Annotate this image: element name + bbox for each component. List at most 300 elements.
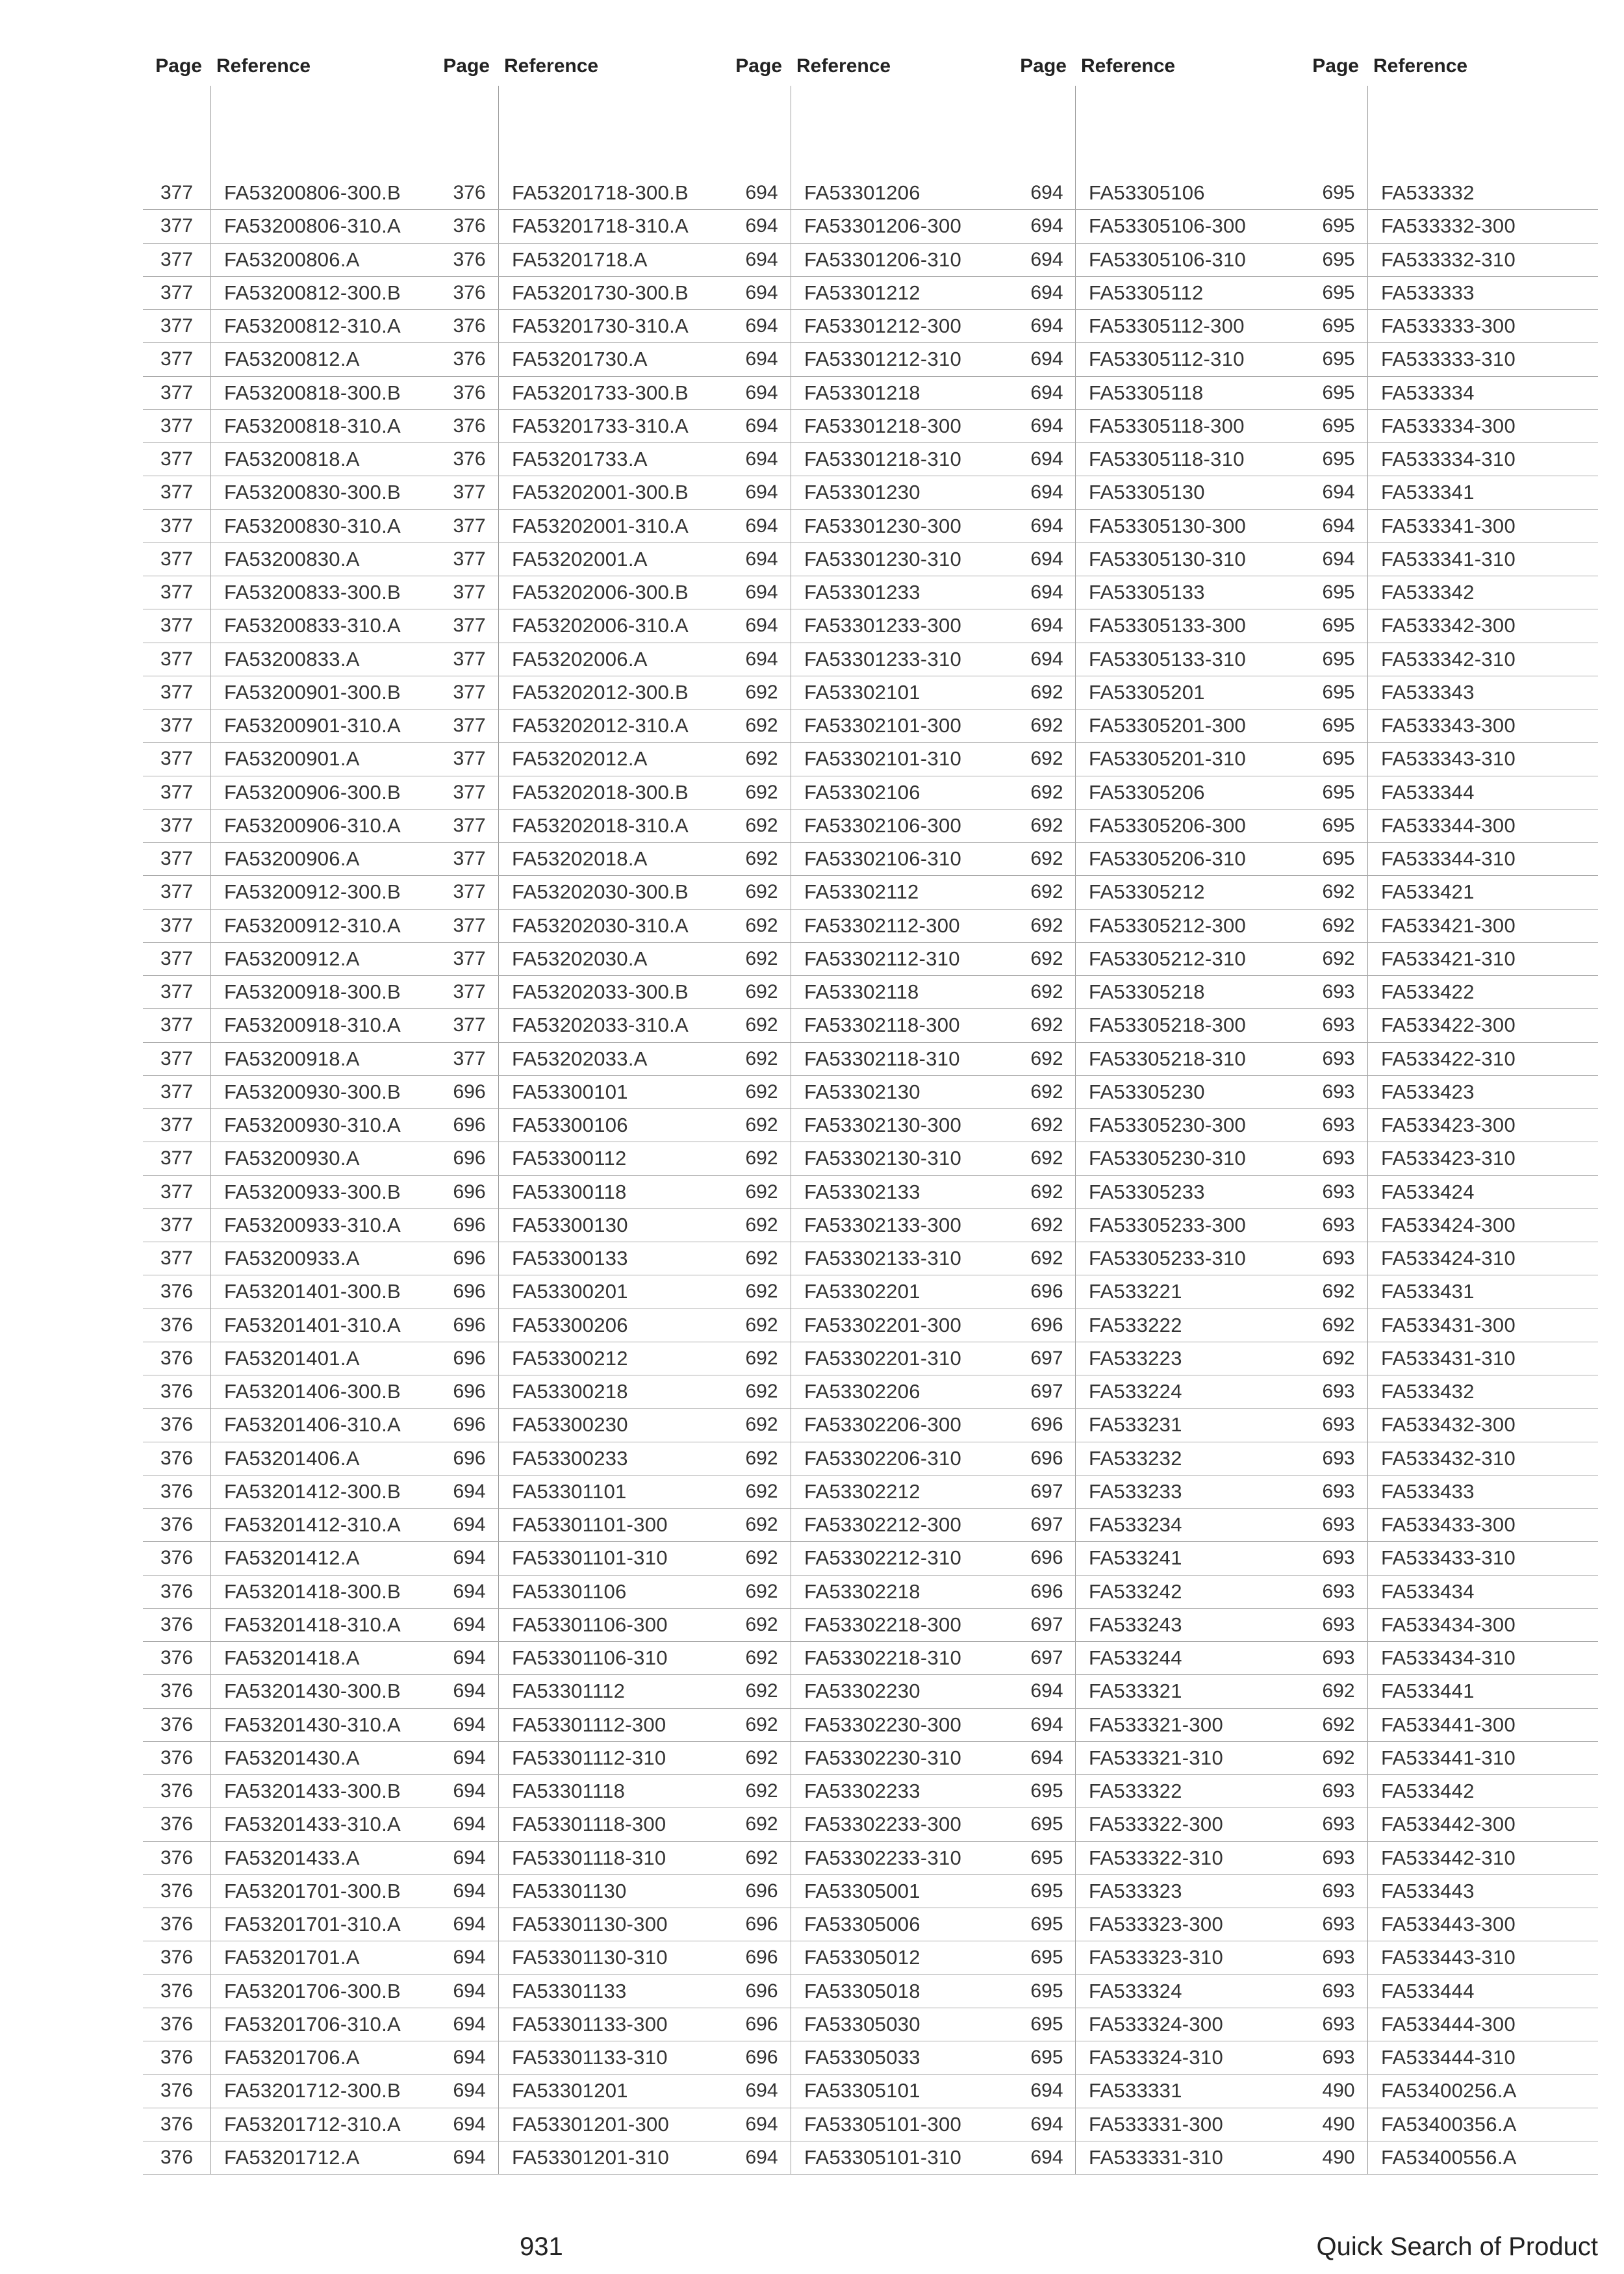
reference-cell: FA53200806-300.B xyxy=(224,181,401,205)
page-cell: 693 xyxy=(1310,1043,1368,1075)
table-row xyxy=(143,643,1598,676)
page-cell: 692 xyxy=(1019,1176,1076,1208)
table-row xyxy=(143,476,1598,509)
page-cell: 692 xyxy=(733,876,791,908)
page-cell: 695 xyxy=(1310,244,1368,276)
reference-cell: FA53200930-310.A xyxy=(224,1114,401,1137)
reference-cell: FA53305112-300 xyxy=(1089,314,1245,338)
page-cell: 693 xyxy=(1310,1109,1368,1142)
page-cell: 377 xyxy=(440,910,499,942)
page-cell: 694 xyxy=(733,277,791,309)
page-cell: 377 xyxy=(143,1209,211,1242)
reference-cell: FA533332-300 xyxy=(1381,214,1516,238)
page-cell: 692 xyxy=(733,776,791,809)
reference-cell: FA533434 xyxy=(1381,1579,1475,1603)
reference-cell: FA53201433-310.A xyxy=(224,1813,401,1836)
page-cell: 692 xyxy=(1019,1076,1076,1108)
table-row xyxy=(143,2075,1598,2108)
page-cell: 692 xyxy=(1019,1142,1076,1175)
reference-cell: FA53200930-300.B xyxy=(224,1080,401,1103)
reference-cell: FA533431-300 xyxy=(1381,1313,1516,1336)
reference-cell: FA533332-310 xyxy=(1381,248,1516,271)
reference-cell: FA533423 xyxy=(1381,1080,1475,1103)
reference-cell: FA53200812.A xyxy=(224,348,360,371)
page-cell: 377 xyxy=(143,976,211,1008)
page-cell: 694 xyxy=(733,2108,791,2141)
reference-cell: FA53305133 xyxy=(1089,581,1205,604)
page-cell: 693 xyxy=(1310,2041,1368,2074)
reference-cell: FA53200918-310.A xyxy=(224,1014,401,1037)
page-cell: 692 xyxy=(1019,1209,1076,1242)
page-cell: 692 xyxy=(733,709,791,742)
page-cell: 376 xyxy=(143,1476,211,1508)
page-cell: 376 xyxy=(143,1709,211,1741)
page-cell: 377 xyxy=(440,943,499,975)
reference-cell: FA53301118-310 xyxy=(512,1846,666,1869)
reference-cell: FA53400556.A xyxy=(1381,2145,1517,2169)
reference-cell: FA53302233 xyxy=(804,1780,920,1803)
page-cell: 377 xyxy=(143,1242,211,1275)
page-cell: 377 xyxy=(143,210,211,242)
table-row xyxy=(143,1375,1598,1409)
reference-cell: FA53302218-310 xyxy=(804,1646,962,1670)
page-cell: 694 xyxy=(440,1875,499,1908)
page-cell: 695 xyxy=(1310,377,1368,409)
page-cell: 695 xyxy=(1019,1808,1076,1841)
table-row xyxy=(143,377,1598,410)
page-cell: 377 xyxy=(143,177,211,209)
page-cell: 376 xyxy=(440,244,499,276)
reference-cell: FA53305012 xyxy=(804,1946,920,1969)
reference-cell: FA53201430-310.A xyxy=(224,1713,401,1736)
page-cell: 692 xyxy=(1019,843,1076,875)
reference-cell: FA53301133 xyxy=(512,1979,627,2002)
reference-cell: FA533423-310 xyxy=(1381,1147,1516,1170)
page-cell: 694 xyxy=(1019,443,1076,476)
page-cell: 692 xyxy=(733,1375,791,1408)
page-cell: 692 xyxy=(733,1142,791,1175)
page-cell: 376 xyxy=(440,310,499,342)
reference-cell: FA533444-310 xyxy=(1381,2046,1516,2069)
page-cell: 697 xyxy=(1019,1642,1076,1674)
page-cell: 693 xyxy=(1310,1509,1368,1541)
page-cell: 377 xyxy=(143,510,211,543)
table-row xyxy=(143,1941,1598,1974)
page-cell: 694 xyxy=(1019,277,1076,309)
page-cell: 693 xyxy=(1310,2008,1368,2041)
table-row xyxy=(143,210,1598,243)
reference-cell: FA53200912.A xyxy=(224,947,360,970)
page-cell: 693 xyxy=(1310,1975,1368,2008)
reference-cell: FA53202033-310.A xyxy=(512,1014,689,1037)
reference-cell: FA53302133-310 xyxy=(804,1247,962,1270)
reference-cell: FA53302133-300 xyxy=(804,1213,962,1236)
reference-cell: FA53305112 xyxy=(1089,281,1204,304)
page-cell: 693 xyxy=(1310,1808,1368,1841)
reference-cell: FA533344-300 xyxy=(1381,813,1516,837)
reference-cell: FA53301206 xyxy=(804,181,920,205)
table-row xyxy=(143,1842,1598,1875)
reference-cell: FA53200818.A xyxy=(224,448,360,471)
reference-cell: FA53305101-310 xyxy=(804,2145,962,2169)
page-cell: 692 xyxy=(1019,676,1076,709)
page-cell: 696 xyxy=(1019,1442,1076,1475)
page-cell: 695 xyxy=(1310,310,1368,342)
page-cell: 377 xyxy=(143,1142,211,1175)
reference-cell: FA53305233 xyxy=(1089,1180,1205,1203)
page-cell: 696 xyxy=(1019,1275,1076,1308)
page-cell: 694 xyxy=(440,1675,499,1707)
reference-cell: FA53200901-310.A xyxy=(224,714,401,737)
page-cell: 693 xyxy=(1310,1908,1368,1941)
page-cell: 694 xyxy=(440,2108,499,2141)
page-cell: 694 xyxy=(440,2008,499,2041)
page-cell: 377 xyxy=(440,810,499,842)
page-cell: 692 xyxy=(733,1409,791,1441)
page-cell: 692 xyxy=(733,843,791,875)
table-row xyxy=(143,277,1598,310)
reference-cell: FA53202001-310.A xyxy=(512,514,689,537)
page-cell: 695 xyxy=(1310,743,1368,775)
reference-cell: FA53305030 xyxy=(804,2012,920,2036)
page-cell: 490 xyxy=(1310,2075,1368,2107)
reference-cell: FA53301206-300 xyxy=(804,214,962,238)
reference-cell: FA53305218-300 xyxy=(1089,1014,1247,1037)
reference-cell: FA53302230 xyxy=(804,1680,920,1703)
reference-cell: FA53300201 xyxy=(512,1280,628,1303)
reference-cell: FA53305201-300 xyxy=(1089,714,1247,737)
col-header-reference: Reference xyxy=(1373,55,1468,77)
page-cell: 696 xyxy=(733,1875,791,1908)
page-cell: 377 xyxy=(143,277,211,309)
page-cell: 694 xyxy=(1019,210,1076,242)
page-cell: 377 xyxy=(143,443,211,476)
page-cell: 695 xyxy=(1019,1842,1076,1874)
reference-cell: FA53302133 xyxy=(804,1180,920,1203)
reference-cell: FA53200918-300.B xyxy=(224,980,401,1004)
reference-cell: FA533332 xyxy=(1381,181,1475,205)
reference-cell: FA53301230 xyxy=(804,481,920,504)
reference-cell: FA533231 xyxy=(1089,1413,1182,1437)
reference-cell: FA53305206-310 xyxy=(1089,847,1247,871)
page-cell: 376 xyxy=(440,343,499,376)
page-cell: 692 xyxy=(1019,1009,1076,1041)
page-cell: 377 xyxy=(143,843,211,875)
page-cell: 694 xyxy=(440,1842,499,1874)
page-cell: 694 xyxy=(733,310,791,342)
page-cell: 376 xyxy=(143,1576,211,1608)
page-cell: 694 xyxy=(440,1542,499,1574)
reference-cell: FA53201430-300.B xyxy=(224,1680,401,1703)
table-row xyxy=(143,1043,1598,1076)
reference-cell: FA53301212-300 xyxy=(804,314,962,338)
page-cell: 694 xyxy=(1019,343,1076,376)
reference-cell: FA53300101 xyxy=(512,1080,628,1103)
page-cell: 376 xyxy=(440,377,499,409)
table-row xyxy=(143,2108,1598,2141)
reference-cell: FA533223 xyxy=(1089,1346,1182,1370)
page-cell: 376 xyxy=(143,1742,211,1774)
table-row xyxy=(143,1675,1598,1708)
reference-cell: FA53302233-310 xyxy=(804,1846,962,1869)
reference-cell: FA53305201-310 xyxy=(1089,747,1247,771)
reference-cell: FA533422-310 xyxy=(1381,1047,1516,1070)
reference-cell: FA53302206 xyxy=(804,1380,920,1403)
page-cell: 694 xyxy=(733,410,791,442)
page-cell: 692 xyxy=(1019,743,1076,775)
reference-cell: FA533333 xyxy=(1381,281,1475,304)
reference-cell: FA53201430.A xyxy=(224,1746,360,1769)
reference-cell: FA533232 xyxy=(1089,1446,1182,1470)
reference-cell: FA53201701-310.A xyxy=(224,1913,401,1936)
reference-cell: FA53202006-310.A xyxy=(512,614,689,637)
page-cell: 696 xyxy=(440,1209,499,1242)
page-cell: 694 xyxy=(1019,1709,1076,1741)
page-cell: 694 xyxy=(733,609,791,642)
reference-cell: FA53202033.A xyxy=(512,1047,648,1070)
reference-cell: FA53202018-310.A xyxy=(512,813,689,837)
reference-cell: FA53301218-300 xyxy=(804,414,962,437)
page-cell: 692 xyxy=(733,1842,791,1874)
page-cell: 377 xyxy=(440,876,499,908)
reference-cell: FA533341 xyxy=(1381,481,1475,504)
reference-cell: FA533433-300 xyxy=(1381,1513,1516,1537)
reference-cell: FA53305230 xyxy=(1089,1080,1205,1103)
reference-cell: FA533424 xyxy=(1381,1180,1475,1203)
reference-cell: FA533324-300 xyxy=(1089,2012,1223,2036)
col-header-page: Page xyxy=(735,55,782,77)
page-cell: 694 xyxy=(733,2075,791,2107)
page-cell: 697 xyxy=(1019,1609,1076,1641)
page-cell: 692 xyxy=(1019,1043,1076,1075)
table-row xyxy=(143,1509,1598,1542)
page-cell: 694 xyxy=(440,1609,499,1641)
reference-cell: FA53305218-310 xyxy=(1089,1047,1247,1070)
page-cell: 376 xyxy=(143,1975,211,2008)
page-cell: 693 xyxy=(1310,1842,1368,1874)
page-cell: 696 xyxy=(733,1941,791,1974)
reference-cell: FA53305206 xyxy=(1089,780,1205,804)
page-cell: 695 xyxy=(1310,277,1368,309)
reference-cell: FA533433 xyxy=(1381,1479,1475,1503)
page-cell: 377 xyxy=(143,1176,211,1208)
page-cell: 694 xyxy=(1019,476,1076,509)
reference-cell: FA53200906-310.A xyxy=(224,813,401,837)
reference-cell: FA53301133-310 xyxy=(512,2046,668,2069)
page-cell: 377 xyxy=(143,1043,211,1075)
table-header xyxy=(143,47,1598,86)
table-row xyxy=(143,1542,1598,1575)
page-cell: 692 xyxy=(733,743,791,775)
reference-cell: FA53305201 xyxy=(1089,680,1205,704)
page-cell: 694 xyxy=(440,1742,499,1774)
page-cell: 694 xyxy=(733,510,791,543)
table-row xyxy=(143,1142,1598,1175)
reference-cell: FA53201406-300.B xyxy=(224,1380,401,1403)
table-row xyxy=(143,543,1598,576)
page-cell: 695 xyxy=(1310,776,1368,809)
reference-cell: FA53301230-310 xyxy=(804,547,962,570)
reference-cell: FA53305206-300 xyxy=(1089,813,1247,837)
page-cell: 377 xyxy=(143,810,211,842)
page-cell: 695 xyxy=(1310,676,1368,709)
reference-cell: FA53202001.A xyxy=(512,547,648,570)
reference-cell: FA53200901-300.B xyxy=(224,680,401,704)
reference-cell: FA53300218 xyxy=(512,1380,628,1403)
reference-cell: FA533423-300 xyxy=(1381,1114,1516,1137)
table-row xyxy=(143,410,1598,443)
reference-cell: FA533333-310 xyxy=(1381,348,1516,371)
reference-cell: FA53200933.A xyxy=(224,1247,360,1270)
reference-cell: FA53302201 xyxy=(804,1280,920,1303)
table-row xyxy=(143,1642,1598,1675)
table-row xyxy=(143,1975,1598,2008)
reference-cell: FA53305101 xyxy=(804,2079,920,2102)
reference-cell: FA53305118 xyxy=(1089,381,1204,404)
col-header-page: Page xyxy=(1312,55,1359,77)
page-cell: 376 xyxy=(143,1409,211,1441)
page-cell: 693 xyxy=(1310,976,1368,1008)
page-cell: 692 xyxy=(733,1742,791,1774)
reference-cell: FA53302101-300 xyxy=(804,714,962,737)
reference-cell: FA53305101-300 xyxy=(804,2112,962,2136)
reference-cell: FA53200918.A xyxy=(224,1047,360,1070)
page-cell: 694 xyxy=(733,443,791,476)
page-cell: 695 xyxy=(1310,343,1368,376)
reference-cell: FA53302101 xyxy=(804,680,920,704)
page-cell: 376 xyxy=(143,1375,211,1408)
reference-cell: FA53201412.A xyxy=(224,1546,360,1570)
reference-cell: FA53200933-310.A xyxy=(224,1213,401,1236)
page-cell: 694 xyxy=(1019,2108,1076,2141)
page-cell: 692 xyxy=(1310,876,1368,908)
page-cell: 692 xyxy=(1019,1109,1076,1142)
reference-cell: FA53302112-300 xyxy=(804,913,960,937)
page-cell: 696 xyxy=(440,1409,499,1441)
reference-cell: FA53201701.A xyxy=(224,1946,360,1969)
reference-cell: FA53300112 xyxy=(512,1147,627,1170)
reference-cell: FA533321-310 xyxy=(1089,1746,1223,1769)
reference-cell: FA53302118-300 xyxy=(804,1014,960,1037)
page-cell: 692 xyxy=(733,1176,791,1208)
page-cell: 693 xyxy=(1310,1209,1368,1242)
reference-cell: FA53302106-310 xyxy=(804,847,962,871)
table-row xyxy=(143,976,1598,1009)
page-cell: 694 xyxy=(733,177,791,209)
reference-cell: FA53201433.A xyxy=(224,1846,360,1869)
reference-cell: FA53200933-300.B xyxy=(224,1180,401,1203)
page-cell: 694 xyxy=(733,210,791,242)
page-cell: 694 xyxy=(440,1808,499,1841)
reference-cell: FA53201418.A xyxy=(224,1646,360,1670)
reference-cell: FA53302218-300 xyxy=(804,1613,962,1636)
page-cell: 376 xyxy=(143,1342,211,1375)
reference-cell: FA53202030-310.A xyxy=(512,913,689,937)
page-number: 931 xyxy=(520,2232,563,2261)
page-cell: 377 xyxy=(440,976,499,1008)
page-cell: 692 xyxy=(733,1309,791,1342)
page-cell: 692 xyxy=(733,943,791,975)
table-row xyxy=(143,310,1598,343)
page-cell: 696 xyxy=(733,2041,791,2074)
page-cell: 694 xyxy=(1310,476,1368,509)
page-cell: 376 xyxy=(440,210,499,242)
reference-cell: FA53305118-300 xyxy=(1089,414,1245,437)
page-cell: 693 xyxy=(1310,1176,1368,1208)
page-cell: 694 xyxy=(1019,543,1076,576)
reference-cell: FA533221 xyxy=(1089,1280,1182,1303)
page-cell: 692 xyxy=(733,1476,791,1508)
page-cell: 694 xyxy=(1019,576,1076,609)
reference-cell: FA533434-310 xyxy=(1381,1646,1516,1670)
reference-cell: FA533334 xyxy=(1381,381,1475,404)
page-cell: 692 xyxy=(733,1675,791,1707)
reference-cell: FA53202012-310.A xyxy=(512,714,689,737)
page-cell: 695 xyxy=(1019,2041,1076,2074)
reference-cell: FA533442 xyxy=(1381,1780,1475,1803)
table-row xyxy=(143,1875,1598,1908)
reference-cell: FA533421 xyxy=(1381,880,1475,904)
reference-cell: FA53301130 xyxy=(512,1879,627,1902)
page-cell: 693 xyxy=(1310,1609,1368,1641)
reference-cell: FA533341-300 xyxy=(1381,514,1516,537)
reference-cell: FA53200818-300.B xyxy=(224,381,401,404)
page-cell: 692 xyxy=(1310,910,1368,942)
page-cell: 377 xyxy=(143,1076,211,1108)
page-cell: 692 xyxy=(1310,943,1368,975)
reference-cell: FA53300118 xyxy=(512,1180,627,1203)
reference-cell: FA533322 xyxy=(1089,1780,1182,1803)
reference-cell: FA53302101-310 xyxy=(804,747,962,771)
page-cell: 695 xyxy=(1310,210,1368,242)
page-cell: 376 xyxy=(143,1509,211,1541)
page-cell: 376 xyxy=(143,1808,211,1841)
page-cell: 696 xyxy=(733,2008,791,2041)
reference-cell: FA53301101 xyxy=(512,1479,627,1503)
page-cell: 696 xyxy=(733,1975,791,2008)
page-cell: 377 xyxy=(143,377,211,409)
reference-cell: FA533444-300 xyxy=(1381,2012,1516,2036)
table-row xyxy=(143,743,1598,776)
page-cell: 692 xyxy=(733,1043,791,1075)
page-cell: 377 xyxy=(440,1009,499,1041)
reference-cell: FA533342-310 xyxy=(1381,647,1516,671)
page-cell: 697 xyxy=(1019,1342,1076,1375)
reference-cell: FA533324-310 xyxy=(1089,2046,1223,2069)
reference-cell: FA53200812-310.A xyxy=(224,314,401,338)
reference-cell: FA53202018.A xyxy=(512,847,648,871)
page-cell: 694 xyxy=(733,2141,791,2174)
table-row xyxy=(143,2141,1598,2175)
reference-cell: FA533431-310 xyxy=(1381,1346,1516,1370)
page-cell: 694 xyxy=(1019,643,1076,676)
page-cell: 490 xyxy=(1310,2141,1368,2174)
reference-cell: FA533222 xyxy=(1089,1313,1182,1336)
page-cell: 692 xyxy=(1019,1242,1076,1275)
reference-cell: FA53201401-300.B xyxy=(224,1280,401,1303)
reference-cell: FA53301218-310 xyxy=(804,448,962,471)
reference-cell: FA53201730-310.A xyxy=(512,314,689,338)
page-cell: 692 xyxy=(1310,1275,1368,1308)
page-cell: 694 xyxy=(733,576,791,609)
reference-cell: FA53201701-300.B xyxy=(224,1879,401,1902)
page-cell: 377 xyxy=(143,643,211,676)
reference-cell: FA53301201-300 xyxy=(512,2112,670,2136)
reference-cell: FA53202018-300.B xyxy=(512,780,689,804)
page-cell: 694 xyxy=(440,1908,499,1941)
reference-cell: FA533323-300 xyxy=(1089,1913,1223,1936)
page-cell: 377 xyxy=(143,709,211,742)
